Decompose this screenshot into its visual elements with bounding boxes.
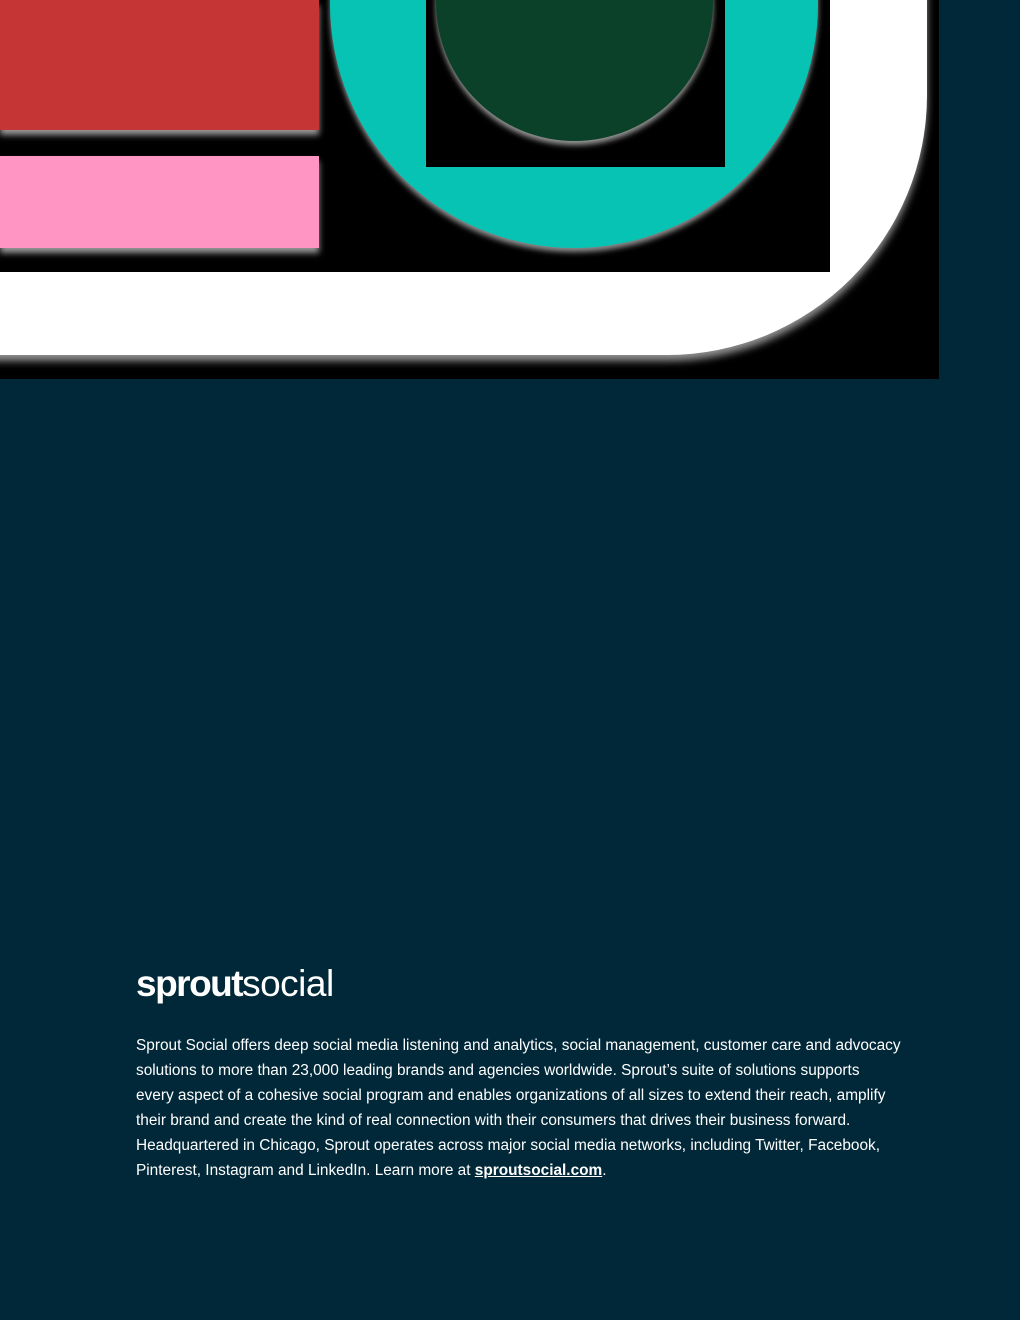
logo-social: social [242,963,334,1004]
decorative-artwork [0,0,939,379]
logo-sprout: sprout [136,963,243,1004]
pink-bar [0,156,319,248]
company-description [136,1033,901,1183]
about-trailing: . [602,1162,607,1179]
about-text: Sprout Social offers deep social media listening and analytics, social management, customer care and advocacy solutions to more than 23,000 leading brands and agencies worldwide. Sprout’s suite of solutions supports every aspect of a cohesive social program and enables organizations of all sizes to extend their reach, amplify their brand and create the kind of real connection with their consumers that drives their business forward. Headquartered in Chicago, Sprout operates across major social media networks, including Twitter, Facebook, Pinterest, Instagram and LinkedIn. Learn more at [136,1037,901,1179]
red-bar [0,0,319,130]
sprout-social-logo [136,958,334,1010]
website-link[interactable]: sproutsocial.com [474,1162,603,1179]
